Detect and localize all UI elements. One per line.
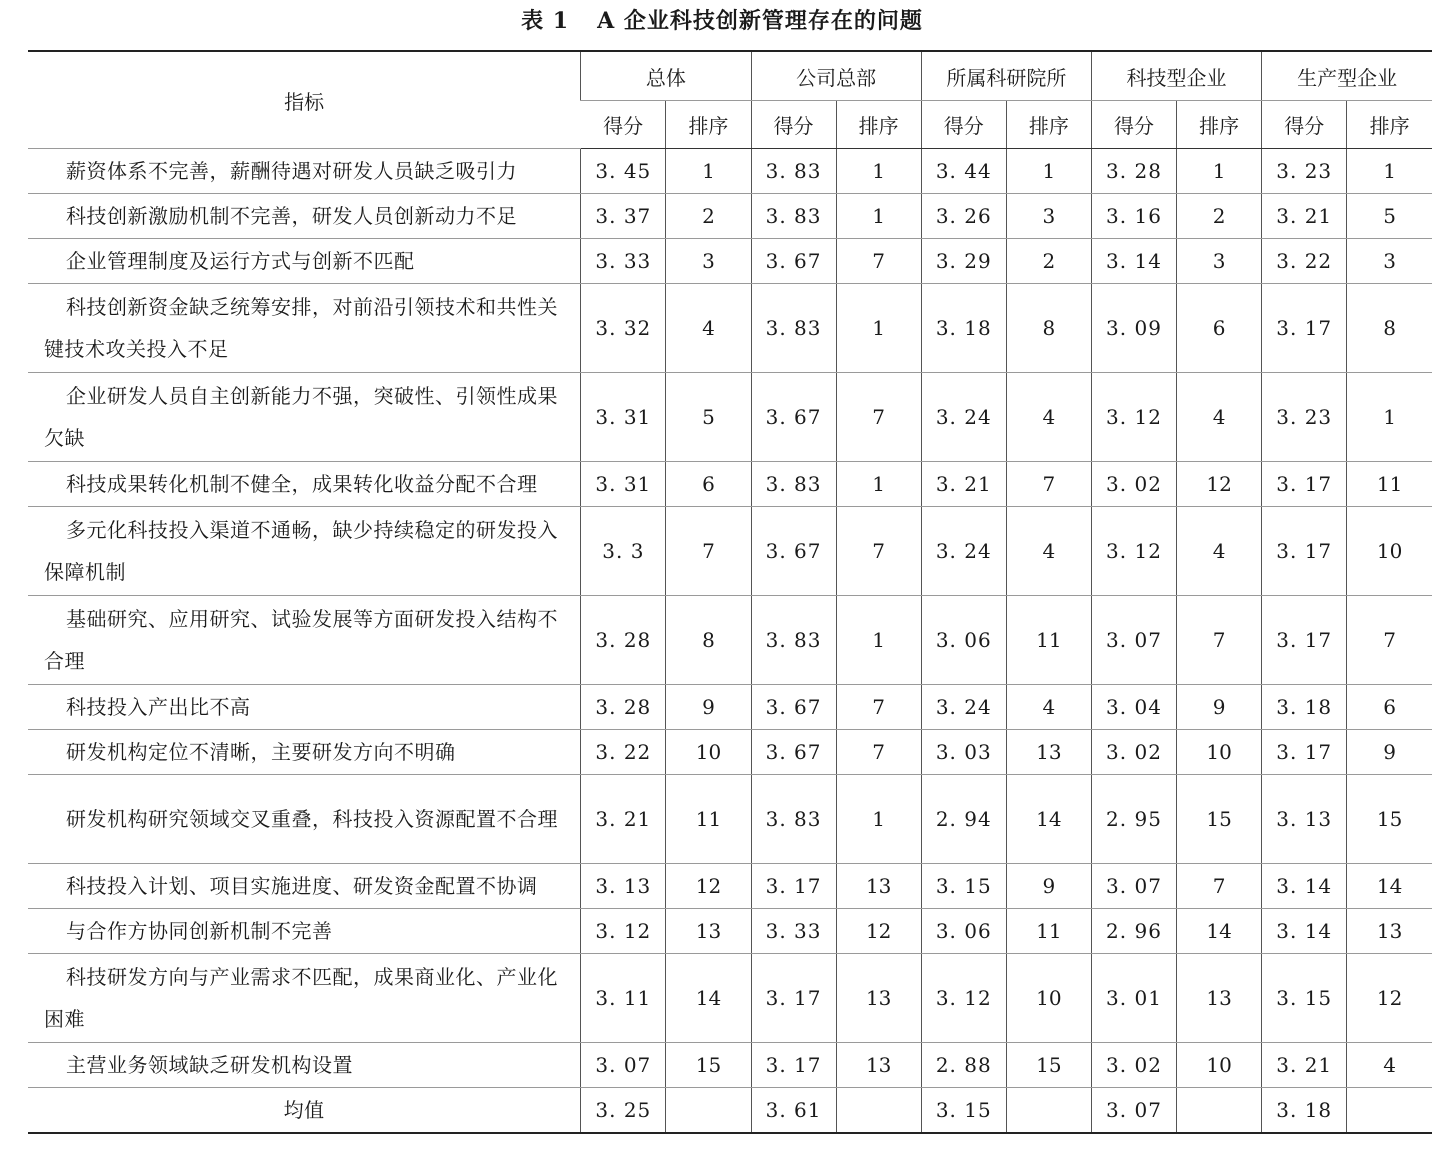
score-cell: 3. 17 <box>751 954 836 1043</box>
rank-cell: 13 <box>836 954 921 1043</box>
score-cell: 3. 67 <box>751 373 836 462</box>
rank-header: 排序 <box>1347 101 1432 149</box>
score-cell: 3. 07 <box>1091 864 1176 909</box>
score-cell: 3. 12 <box>921 954 1006 1043</box>
rank-cell: 7 <box>1177 596 1262 685</box>
indicator-cell: 科技成果转化机制不健全，成果转化收益分配不合理 <box>28 462 581 507</box>
score-cell: 3. 22 <box>1262 239 1347 284</box>
score-cell: 3. 33 <box>751 909 836 954</box>
score-cell: 3. 33 <box>581 239 666 284</box>
table-row <box>28 596 1432 685</box>
score-cell: 3. 07 <box>581 1043 666 1088</box>
score-cell: 3. 18 <box>921 284 1006 373</box>
rank-cell <box>1177 1088 1262 1134</box>
score-cell: 3. 07 <box>1091 596 1176 685</box>
score-cell: 3. 21 <box>581 775 666 864</box>
table-number: 表 1 <box>521 8 570 34</box>
score-cell: 3. 14 <box>1262 864 1347 909</box>
rank-cell: 1 <box>666 149 751 194</box>
rank-cell: 14 <box>1006 775 1091 864</box>
rank-cell: 7 <box>1006 462 1091 507</box>
score-header: 得分 <box>581 101 666 149</box>
score-header: 得分 <box>751 101 836 149</box>
group-header-research-institutes: 所属科研院所 <box>921 51 1091 101</box>
score-cell: 3. 61 <box>751 1088 836 1134</box>
score-cell: 3. 67 <box>751 507 836 596</box>
score-cell: 3. 23 <box>1262 149 1347 194</box>
table-row <box>28 149 1432 194</box>
score-cell: 3. 21 <box>1262 1043 1347 1088</box>
rank-cell: 6 <box>1177 284 1262 373</box>
rank-cell: 13 <box>1347 909 1432 954</box>
rank-cell: 1 <box>836 596 921 685</box>
rank-cell: 7 <box>836 239 921 284</box>
score-cell: 3. 28 <box>581 596 666 685</box>
score-cell: 3. 14 <box>1091 239 1176 284</box>
rank-cell: 1 <box>836 284 921 373</box>
rank-cell: 15 <box>1006 1043 1091 1088</box>
table-body <box>28 149 1432 1134</box>
score-cell: 3. 15 <box>921 1088 1006 1134</box>
indicator-cell: 基础研究、应用研究、试验发展等方面研发投入结构不合理 <box>28 596 581 685</box>
rank-cell: 12 <box>666 864 751 909</box>
rank-cell: 6 <box>666 462 751 507</box>
score-cell: 2. 88 <box>921 1043 1006 1088</box>
rank-cell: 4 <box>1177 373 1262 462</box>
rank-cell: 10 <box>1006 954 1091 1043</box>
rank-cell: 11 <box>1006 596 1091 685</box>
score-cell: 3. 01 <box>1091 954 1176 1043</box>
score-cell: 3. 21 <box>1262 194 1347 239</box>
data-table <box>28 50 1432 1134</box>
rank-cell: 5 <box>1347 194 1432 239</box>
rank-cell: 9 <box>1006 864 1091 909</box>
rank-cell: 3 <box>1006 194 1091 239</box>
rank-cell: 3 <box>1177 239 1262 284</box>
score-cell: 3. 17 <box>1262 596 1347 685</box>
score-cell: 3. 02 <box>1091 730 1176 775</box>
table-row <box>28 462 1432 507</box>
score-cell: 3. 26 <box>921 194 1006 239</box>
rank-cell: 7 <box>1177 864 1262 909</box>
rank-cell: 1 <box>836 462 921 507</box>
rank-cell: 7 <box>836 685 921 730</box>
table-row <box>28 954 1432 1043</box>
indicator-cell: 研发机构定位不清晰，主要研发方向不明确 <box>28 730 581 775</box>
rank-cell: 14 <box>666 954 751 1043</box>
score-cell: 3. 24 <box>921 373 1006 462</box>
rank-cell: 14 <box>1347 864 1432 909</box>
rank-cell: 2 <box>666 194 751 239</box>
rank-cell: 4 <box>1006 685 1091 730</box>
rank-header: 排序 <box>836 101 921 149</box>
score-cell: 3. 45 <box>581 149 666 194</box>
score-cell: 3. 15 <box>921 864 1006 909</box>
rank-cell: 8 <box>1347 284 1432 373</box>
indicator-cell: 科技创新资金缺乏统筹安排，对前沿引领技术和共性关键技术攻关投入不足 <box>28 284 581 373</box>
rank-cell: 9 <box>666 685 751 730</box>
rank-cell: 10 <box>666 730 751 775</box>
score-cell: 3. 12 <box>581 909 666 954</box>
score-cell: 2. 95 <box>1091 775 1176 864</box>
rank-cell <box>836 1088 921 1134</box>
score-cell: 3. 17 <box>751 1043 836 1088</box>
score-cell: 3. 11 <box>581 954 666 1043</box>
score-header: 得分 <box>1262 101 1347 149</box>
indicator-cell: 科技研发方向与产业需求不匹配，成果商业化、产业化困难 <box>28 954 581 1043</box>
indicator-cell: 科技投入计划、项目实施进度、研发资金配置不协调 <box>28 864 581 909</box>
score-cell: 3. 15 <box>1262 954 1347 1043</box>
rank-cell <box>1347 1088 1432 1134</box>
score-cell: 3. 83 <box>751 462 836 507</box>
score-cell: 3. 83 <box>751 596 836 685</box>
rank-cell <box>1006 1088 1091 1134</box>
rank-cell: 10 <box>1177 730 1262 775</box>
score-cell: 3. 03 <box>921 730 1006 775</box>
rank-cell: 12 <box>1347 954 1432 1043</box>
indicator-cell: 多元化科技投入渠道不通畅，缺少持续稳定的研发投入保障机制 <box>28 507 581 596</box>
rank-cell: 13 <box>836 864 921 909</box>
score-cell: 3. 12 <box>1091 507 1176 596</box>
score-header: 得分 <box>1091 101 1176 149</box>
indicator-cell: 薪资体系不完善，薪酬待遇对研发人员缺乏吸引力 <box>28 149 581 194</box>
table-row <box>28 194 1432 239</box>
rank-cell: 1 <box>1347 373 1432 462</box>
rank-cell: 13 <box>1006 730 1091 775</box>
score-cell: 3. 06 <box>921 596 1006 685</box>
rank-cell: 7 <box>1347 596 1432 685</box>
rank-cell: 4 <box>1347 1043 1432 1088</box>
score-cell: 3. 28 <box>581 685 666 730</box>
score-cell: 3. 29 <box>921 239 1006 284</box>
score-cell: 3. 13 <box>581 864 666 909</box>
score-cell: 3. 67 <box>751 685 836 730</box>
score-cell: 3. 02 <box>1091 1043 1176 1088</box>
indicator-cell: 企业研发人员自主创新能力不强，突破性、引领性成果欠缺 <box>28 373 581 462</box>
score-cell: 3. 67 <box>751 239 836 284</box>
rank-cell: 7 <box>836 373 921 462</box>
indicator-cell: 主营业务领域缺乏研发机构设置 <box>28 1043 581 1088</box>
rank-cell: 9 <box>1347 730 1432 775</box>
rank-cell: 11 <box>666 775 751 864</box>
indicator-cell: 科技投入产出比不高 <box>28 685 581 730</box>
score-cell: 3. 83 <box>751 284 836 373</box>
score-cell: 3. 13 <box>1262 775 1347 864</box>
score-cell: 3. 25 <box>581 1088 666 1134</box>
score-cell: 3. 83 <box>751 149 836 194</box>
score-cell: 3. 07 <box>1091 1088 1176 1134</box>
rank-cell: 10 <box>1177 1043 1262 1088</box>
score-cell: 3. 17 <box>1262 507 1347 596</box>
table-row <box>28 775 1432 864</box>
rank-cell: 10 <box>1347 507 1432 596</box>
score-cell: 2. 96 <box>1091 909 1176 954</box>
rank-cell: 4 <box>666 284 751 373</box>
score-cell: 3. 17 <box>751 864 836 909</box>
table-row <box>28 909 1432 954</box>
score-cell: 3. 67 <box>751 730 836 775</box>
rank-cell: 13 <box>836 1043 921 1088</box>
score-cell: 3. 09 <box>1091 284 1176 373</box>
score-cell: 3. 83 <box>751 775 836 864</box>
score-cell: 3. 37 <box>581 194 666 239</box>
rank-cell: 1 <box>836 194 921 239</box>
table-caption <box>0 4 1444 38</box>
table-title: A 企业科技创新管理存在的问题 <box>597 8 923 34</box>
rank-cell: 4 <box>1177 507 1262 596</box>
score-cell: 3. 3 <box>581 507 666 596</box>
rank-cell: 1 <box>1006 149 1091 194</box>
score-cell: 3. 06 <box>921 909 1006 954</box>
score-cell: 3. 18 <box>1262 685 1347 730</box>
score-cell: 3. 04 <box>1091 685 1176 730</box>
rank-cell: 6 <box>1347 685 1432 730</box>
score-cell: 3. 28 <box>1091 149 1176 194</box>
table-row <box>28 507 1432 596</box>
group-header-overall: 总体 <box>581 51 751 101</box>
rank-cell: 4 <box>1006 507 1091 596</box>
group-header-production-enterprises: 生产型企业 <box>1262 51 1432 101</box>
rank-cell <box>666 1088 751 1134</box>
rank-cell: 3 <box>666 239 751 284</box>
indicator-header: 指标 <box>28 51 581 149</box>
score-cell: 3. 17 <box>1262 284 1347 373</box>
rank-cell: 7 <box>666 507 751 596</box>
score-cell: 3. 31 <box>581 462 666 507</box>
rank-cell: 13 <box>1177 954 1262 1043</box>
indicator-cell: 与合作方协同创新机制不完善 <box>28 909 581 954</box>
rank-header: 排序 <box>1177 101 1262 149</box>
score-cell: 3. 22 <box>581 730 666 775</box>
table-row <box>28 685 1432 730</box>
rank-header: 排序 <box>666 101 751 149</box>
rank-cell: 7 <box>836 507 921 596</box>
rank-cell: 13 <box>666 909 751 954</box>
table-row <box>28 284 1432 373</box>
mean-row <box>28 1088 1432 1134</box>
score-cell: 2. 94 <box>921 775 1006 864</box>
rank-cell: 11 <box>1347 462 1432 507</box>
score-cell: 3. 24 <box>921 507 1006 596</box>
rank-cell: 8 <box>1006 284 1091 373</box>
score-cell: 3. 44 <box>921 149 1006 194</box>
rank-cell: 15 <box>666 1043 751 1088</box>
score-cell: 3. 02 <box>1091 462 1176 507</box>
group-header-headquarters: 公司总部 <box>751 51 921 101</box>
rank-cell: 8 <box>666 596 751 685</box>
table-row <box>28 373 1432 462</box>
group-header-tech-enterprises: 科技型企业 <box>1091 51 1261 101</box>
rank-cell: 15 <box>1177 775 1262 864</box>
score-cell: 3. 17 <box>1262 462 1347 507</box>
rank-cell: 2 <box>1177 194 1262 239</box>
table-header <box>28 51 1432 149</box>
rank-cell: 14 <box>1177 909 1262 954</box>
score-cell: 3. 16 <box>1091 194 1176 239</box>
score-cell: 3. 21 <box>921 462 1006 507</box>
mean-label: 均值 <box>28 1088 581 1134</box>
table-row <box>28 1043 1432 1088</box>
rank-cell: 1 <box>1347 149 1432 194</box>
score-cell: 3. 23 <box>1262 373 1347 462</box>
score-cell: 3. 12 <box>1091 373 1176 462</box>
rank-cell: 5 <box>666 373 751 462</box>
score-cell: 3. 14 <box>1262 909 1347 954</box>
score-cell: 3. 83 <box>751 194 836 239</box>
rank-cell: 12 <box>1177 462 1262 507</box>
rank-header: 排序 <box>1006 101 1091 149</box>
score-cell: 3. 17 <box>1262 730 1347 775</box>
table-row <box>28 864 1432 909</box>
rank-cell: 9 <box>1177 685 1262 730</box>
table-row <box>28 730 1432 775</box>
rank-cell: 11 <box>1006 909 1091 954</box>
rank-cell: 1 <box>836 775 921 864</box>
rank-cell: 7 <box>836 730 921 775</box>
rank-cell: 1 <box>836 149 921 194</box>
score-header: 得分 <box>921 101 1006 149</box>
rank-cell: 4 <box>1006 373 1091 462</box>
rank-cell: 3 <box>1347 239 1432 284</box>
indicator-cell: 科技创新激励机制不完善，研发人员创新动力不足 <box>28 194 581 239</box>
indicator-cell: 企业管理制度及运行方式与创新不匹配 <box>28 239 581 284</box>
score-cell: 3. 32 <box>581 284 666 373</box>
indicator-cell: 研发机构研究领域交叉重叠，科技投入资源配置不合理 <box>28 775 581 864</box>
rank-cell: 12 <box>836 909 921 954</box>
rank-cell: 1 <box>1177 149 1262 194</box>
score-cell: 3. 24 <box>921 685 1006 730</box>
score-cell: 3. 18 <box>1262 1088 1347 1134</box>
rank-cell: 2 <box>1006 239 1091 284</box>
score-cell: 3. 31 <box>581 373 666 462</box>
rank-cell: 15 <box>1347 775 1432 864</box>
table-row <box>28 239 1432 284</box>
